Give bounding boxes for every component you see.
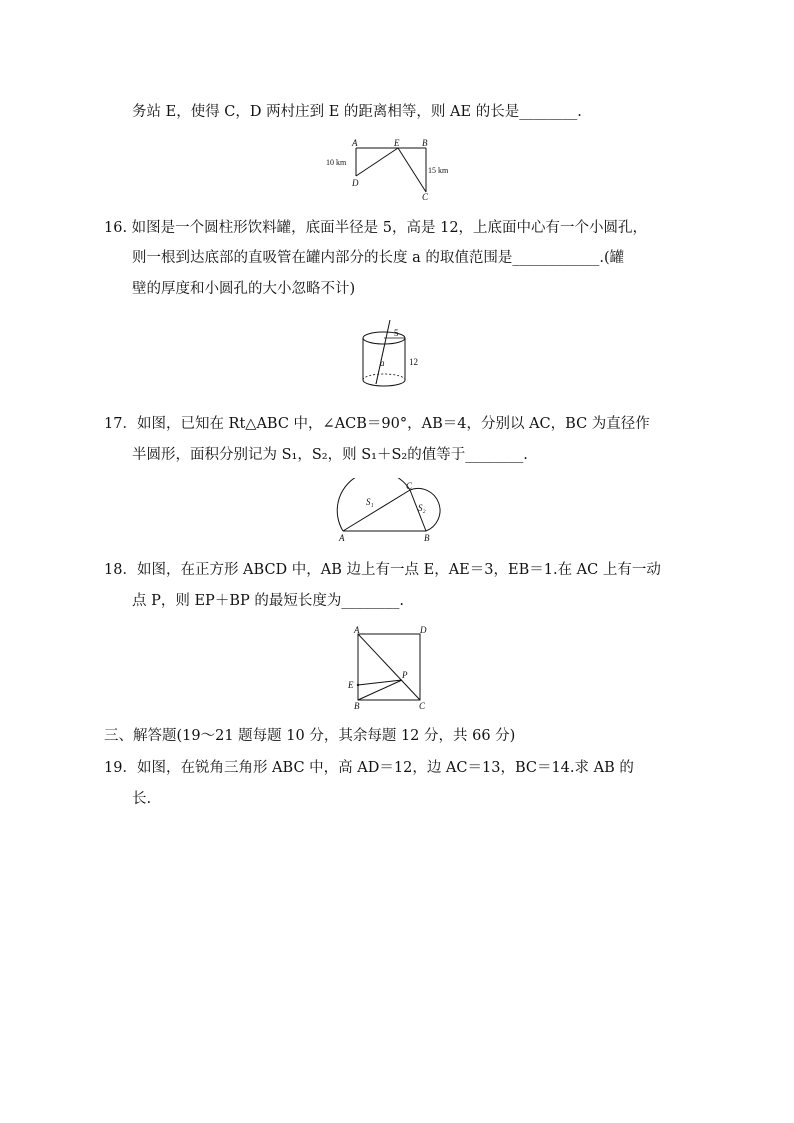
- q15-text-line1: 务站 E，使得 C，D 两村庄到 E 的距离相等，则 AE 的长是________.: [132, 104, 582, 120]
- q15-label-b: B: [422, 138, 428, 148]
- q18-square-figure: [344, 624, 434, 712]
- q18-label-e: E: [348, 680, 354, 690]
- q15-label-a: A: [352, 138, 358, 148]
- q15-label-c: C: [422, 192, 429, 202]
- q17-label-s2: S₂: [418, 503, 426, 513]
- q16-cylinder-figure: [354, 314, 434, 400]
- q17-text-line2: 半圆形，面积分别记为 S₁，S₂，则 S₁＋S₂的值等于________.: [132, 447, 528, 463]
- q18-label-d: D: [420, 625, 427, 635]
- q15-label-ad-length: 10 km: [326, 158, 347, 167]
- q17-label-s1: S₁: [366, 497, 374, 507]
- q18-text-line2: 点 P，则 EP＋BP 的最短长度为________.: [132, 593, 404, 609]
- q16-label-radius: 5: [394, 328, 399, 338]
- section-3-title: 三、解答题(19～21 题每题 10 分，其余每题 12 分，共 66 分): [104, 728, 516, 744]
- q15-figure: [322, 136, 462, 202]
- q18-label-b: B: [354, 701, 360, 711]
- q17-text-line1: 17．如图，已知在 Rt△ABC 中，∠ACB＝90°，AB＝4，分别以 AC，BC 为直径作: [104, 416, 650, 432]
- q15-label-d: D: [352, 178, 359, 188]
- q17-label-a: A: [339, 533, 345, 543]
- q16-label-a: a: [380, 358, 385, 368]
- q19-text-line1: 19．如图，在锐角三角形 ABC 中，高 AD＝12，边 AC＝13，BC＝14.求 AB 的: [104, 760, 634, 776]
- q16-label-height: 12: [409, 357, 418, 367]
- q18-label-a: A: [354, 625, 360, 635]
- q16-text-line3: 壁的厚度和小圆孔的大小忽略不计): [132, 281, 356, 297]
- q17-label-b: B: [424, 533, 430, 543]
- q18-label-c: C: [419, 701, 426, 711]
- q18-label-p: P: [402, 670, 408, 680]
- q19-text-line2: 长.: [132, 791, 152, 807]
- q16-text-line1: 16. 如图是一个圆柱形饮料罐，底面半径是 5，高是 12，上底面中心有一个小圆孔，: [104, 220, 648, 236]
- q15-label-bc-length: 15 km: [428, 166, 449, 175]
- q17-label-c: C: [406, 481, 413, 491]
- q15-label-e: E: [394, 138, 400, 148]
- q17-figure: [336, 478, 448, 544]
- q16-text-line2: 则一根到达底部的直吸管在罐内部分的长度 a 的取值范围是____________.(罐: [132, 250, 625, 266]
- q18-text-line1: 18．如图，在正方形 ABCD 中，AB 边上有一点 E，AE＝3，EB＝1.在 AC 上有一动: [104, 562, 661, 578]
